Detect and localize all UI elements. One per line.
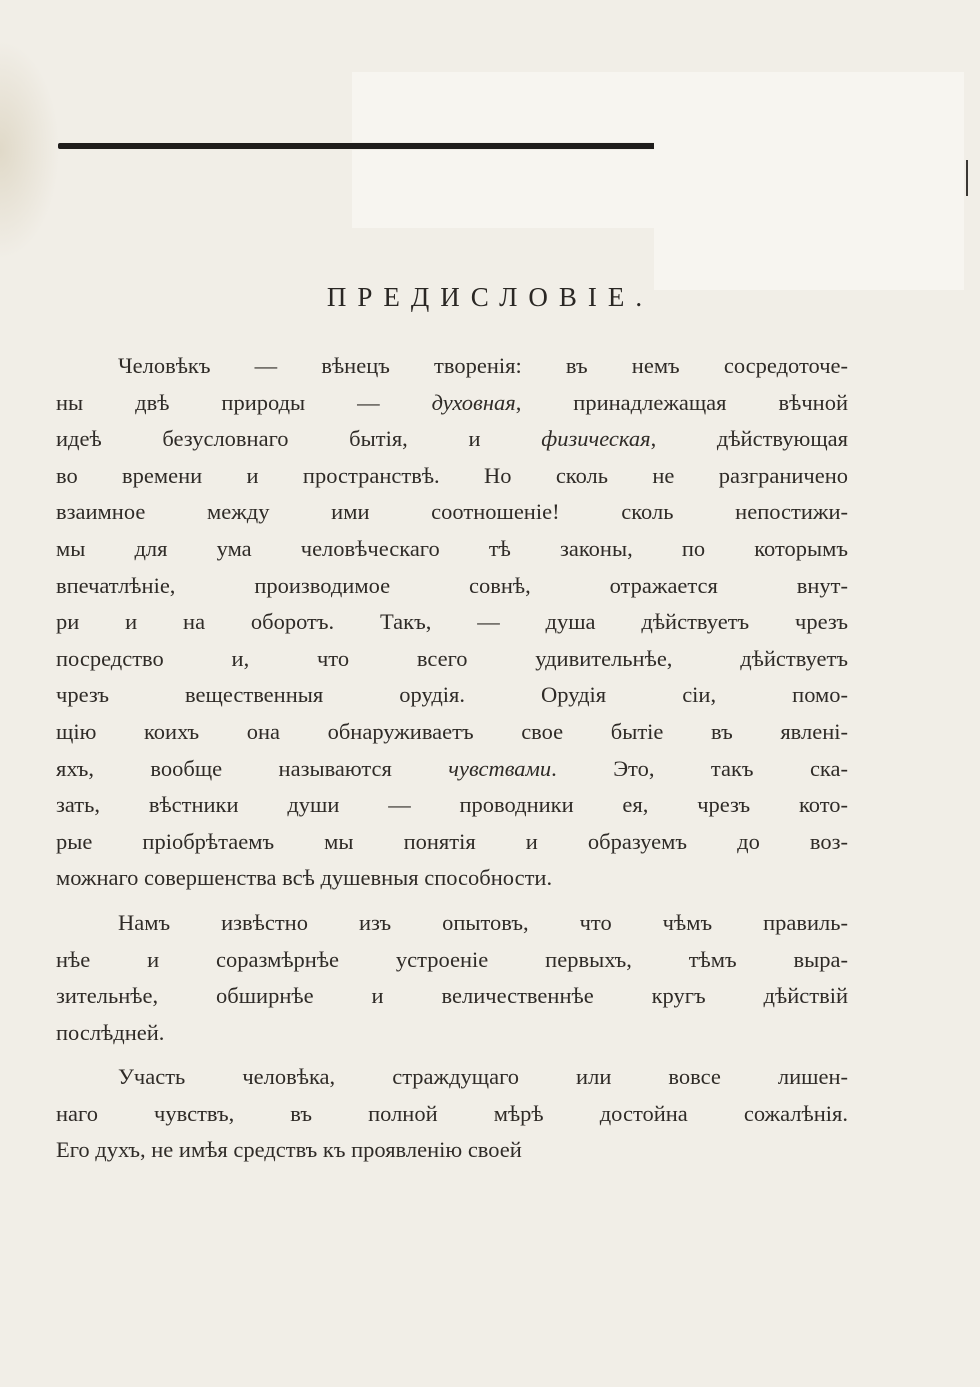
text-run: взаимное между ими соотношеніе! сколь непостижи- — [56, 499, 848, 525]
text-run: наго чувствъ, въ полной мѣрѣ достойна сожалѣнія. — [56, 1100, 848, 1126]
text-run: мы для ума человѣческаго тѣ законы, по которымъ — [56, 535, 848, 561]
italic-term: духовная — [431, 389, 516, 415]
paragraph — [56, 348, 848, 897]
text-line — [56, 751, 848, 788]
text-run: можнаго совершенства всѣ душевныя способности. — [56, 865, 553, 891]
text-run: нѣе и соразмѣрнѣе устроеніе первыхъ, тѣмъ выра- — [56, 946, 848, 972]
text-run: посредство и, что всего удивительнѣе, дѣйствуетъ — [56, 645, 848, 671]
text-run: зать, вѣстники души — проводники ея, чрезъ кото- — [56, 792, 848, 818]
text-run: рые пріобрѣтаемъ мы понятія и образуемъ до воз- — [56, 828, 848, 854]
text-line — [56, 531, 848, 568]
text-run: ри и на оборотъ. Такъ, — душа дѣйствуетъ чрезъ — [56, 609, 848, 635]
text-run: зительнѣе, обширнѣе и величественнѣе кругъ дѣйствій — [56, 983, 848, 1009]
text-line — [56, 421, 848, 458]
text-run: впечатлѣніе, производимое совнѣ, отражается внут- — [56, 572, 848, 598]
italic-term: чувствами — [448, 755, 552, 781]
page-title: ПРЕДИСЛОВІЕ. — [326, 282, 654, 312]
text-line — [56, 348, 848, 385]
text-line — [56, 604, 848, 641]
text-line — [56, 641, 848, 678]
paragraph — [56, 905, 848, 1051]
paragraph-gap — [56, 1051, 848, 1059]
paper-stain — [0, 40, 60, 260]
paragraph-gap — [56, 897, 848, 905]
text-run: , принадлежащая вѣчной — [515, 389, 848, 415]
blank-patch — [352, 72, 654, 142]
text-line — [56, 860, 848, 897]
text-run: Участь человѣка, страждущаго или вовсе лишен- — [118, 1064, 848, 1090]
text-run: яхъ, вообще называются — [56, 755, 449, 781]
text-line — [56, 568, 848, 605]
text-line — [56, 677, 848, 714]
text-line — [56, 714, 848, 751]
text-line — [56, 1015, 848, 1052]
header-rule — [58, 143, 684, 149]
text-run: чрезъ вещественныя орудія. Орудія сіи, помо- — [56, 682, 848, 708]
text-run: . Это, такъ ска- — [551, 755, 848, 781]
body-text — [56, 348, 848, 1169]
text-run: Человѣкъ — вѣнецъ творенія: въ немъ сосредоточе- — [118, 353, 848, 378]
text-run: во времени и пространствѣ. Но сколь не разграничено — [56, 462, 848, 488]
blank-patch — [654, 72, 964, 290]
text-line — [56, 978, 848, 1015]
paragraph — [56, 1059, 848, 1169]
text-run: идеѣ безусловнаго бытія, и — [56, 426, 542, 452]
text-line — [56, 905, 848, 942]
text-run: послѣдней. — [56, 1019, 165, 1045]
text-line — [56, 1132, 848, 1169]
text-line — [56, 1059, 848, 1096]
text-line — [56, 824, 848, 861]
text-line — [56, 1096, 848, 1133]
text-run: щію коихъ она обнаруживаетъ свое бытіе въ явлені- — [56, 718, 848, 744]
margin-mark — [966, 160, 968, 196]
text-run: Его духъ, не имѣя средствъ къ проявленію своей — [56, 1137, 522, 1163]
text-run: Намъ извѣстно изъ опытовъ, что чѣмъ правиль- — [118, 909, 848, 935]
blank-patch — [352, 150, 654, 228]
text-line — [56, 494, 848, 531]
text-line — [56, 385, 848, 422]
text-run: ны двѣ природы — — [56, 389, 432, 415]
text-line — [56, 787, 848, 824]
text-run: , дѣйствующая — [650, 426, 848, 452]
italic-term: физическая — [541, 426, 651, 452]
text-line — [56, 458, 848, 495]
text-line — [56, 942, 848, 979]
